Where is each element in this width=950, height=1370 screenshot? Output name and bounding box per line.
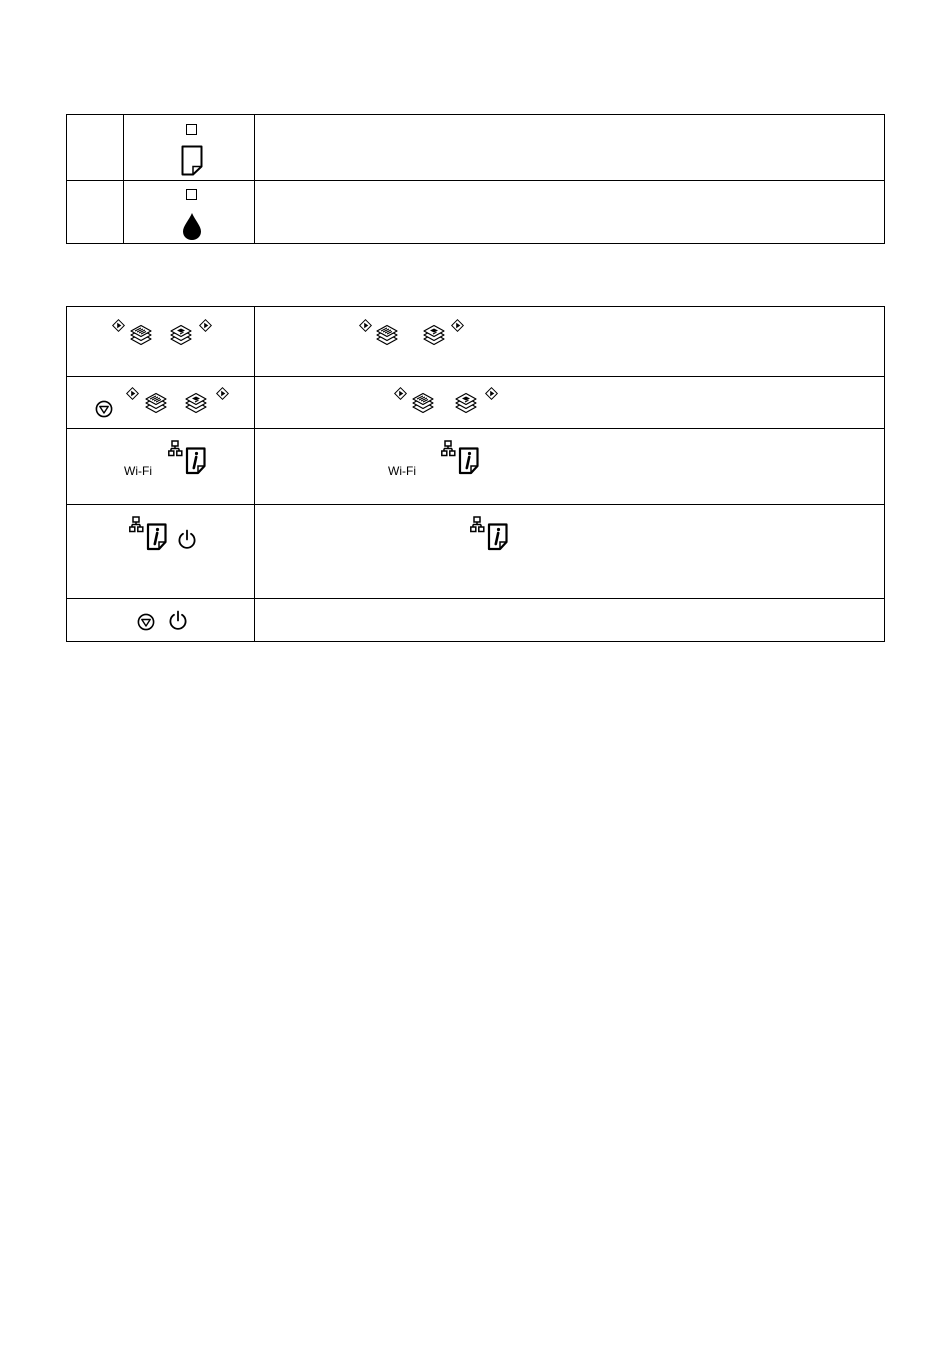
description-cell [255, 505, 885, 599]
table-row [67, 181, 885, 244]
table-cell [255, 115, 885, 181]
wifi-label: Wi-Fi [388, 464, 416, 478]
table-row [67, 115, 885, 181]
color-copy-icon [422, 324, 446, 350]
icon-cell [67, 505, 255, 599]
light-off-indicator-icon [186, 189, 197, 200]
start-diamond-icon [394, 387, 407, 400]
power-icon [177, 529, 197, 551]
network-status-sheet-icon [168, 440, 208, 476]
network-status-sheet-icon [441, 440, 481, 476]
buttons-table [66, 306, 885, 642]
description-cell [255, 429, 885, 505]
start-diamond-icon [112, 319, 125, 332]
power-icon [168, 610, 188, 632]
stop-icon [95, 400, 113, 418]
icon-cell [67, 429, 255, 505]
bw-copy-icon [375, 324, 399, 350]
table-cell [255, 181, 885, 244]
table-cell [67, 181, 124, 244]
start-diamond-icon [126, 387, 139, 400]
light-off-indicator-icon [186, 124, 197, 135]
icon-cell [67, 307, 255, 377]
icon-cell [124, 115, 255, 181]
network-status-sheet-icon [129, 516, 169, 552]
stop-icon [137, 613, 155, 631]
table-row [67, 429, 885, 505]
color-copy-icon [169, 324, 193, 350]
wifi-label: Wi-Fi [124, 464, 152, 478]
start-diamond-icon [451, 319, 464, 332]
network-status-sheet-icon [470, 516, 510, 552]
icon-cell [67, 377, 255, 429]
color-copy-icon [184, 392, 208, 418]
bw-copy-icon [129, 324, 153, 350]
start-diamond-icon [485, 387, 498, 400]
bw-copy-icon [411, 392, 435, 418]
bw-copy-icon [144, 392, 168, 418]
color-copy-icon [454, 392, 478, 418]
description-cell [255, 307, 885, 377]
description-cell [255, 599, 885, 642]
table-row [67, 377, 885, 429]
description-cell [255, 377, 885, 429]
start-diamond-icon [216, 387, 229, 400]
paper-icon [181, 145, 203, 176]
start-diamond-icon [199, 319, 212, 332]
icon-cell [67, 599, 255, 642]
icon-cell [124, 181, 255, 244]
start-diamond-icon [359, 319, 372, 332]
lights-table [66, 114, 885, 244]
table-row [67, 307, 885, 377]
table-cell [67, 115, 124, 181]
ink-drop-icon [182, 213, 202, 240]
table-row [67, 505, 885, 599]
table-row [67, 599, 885, 642]
